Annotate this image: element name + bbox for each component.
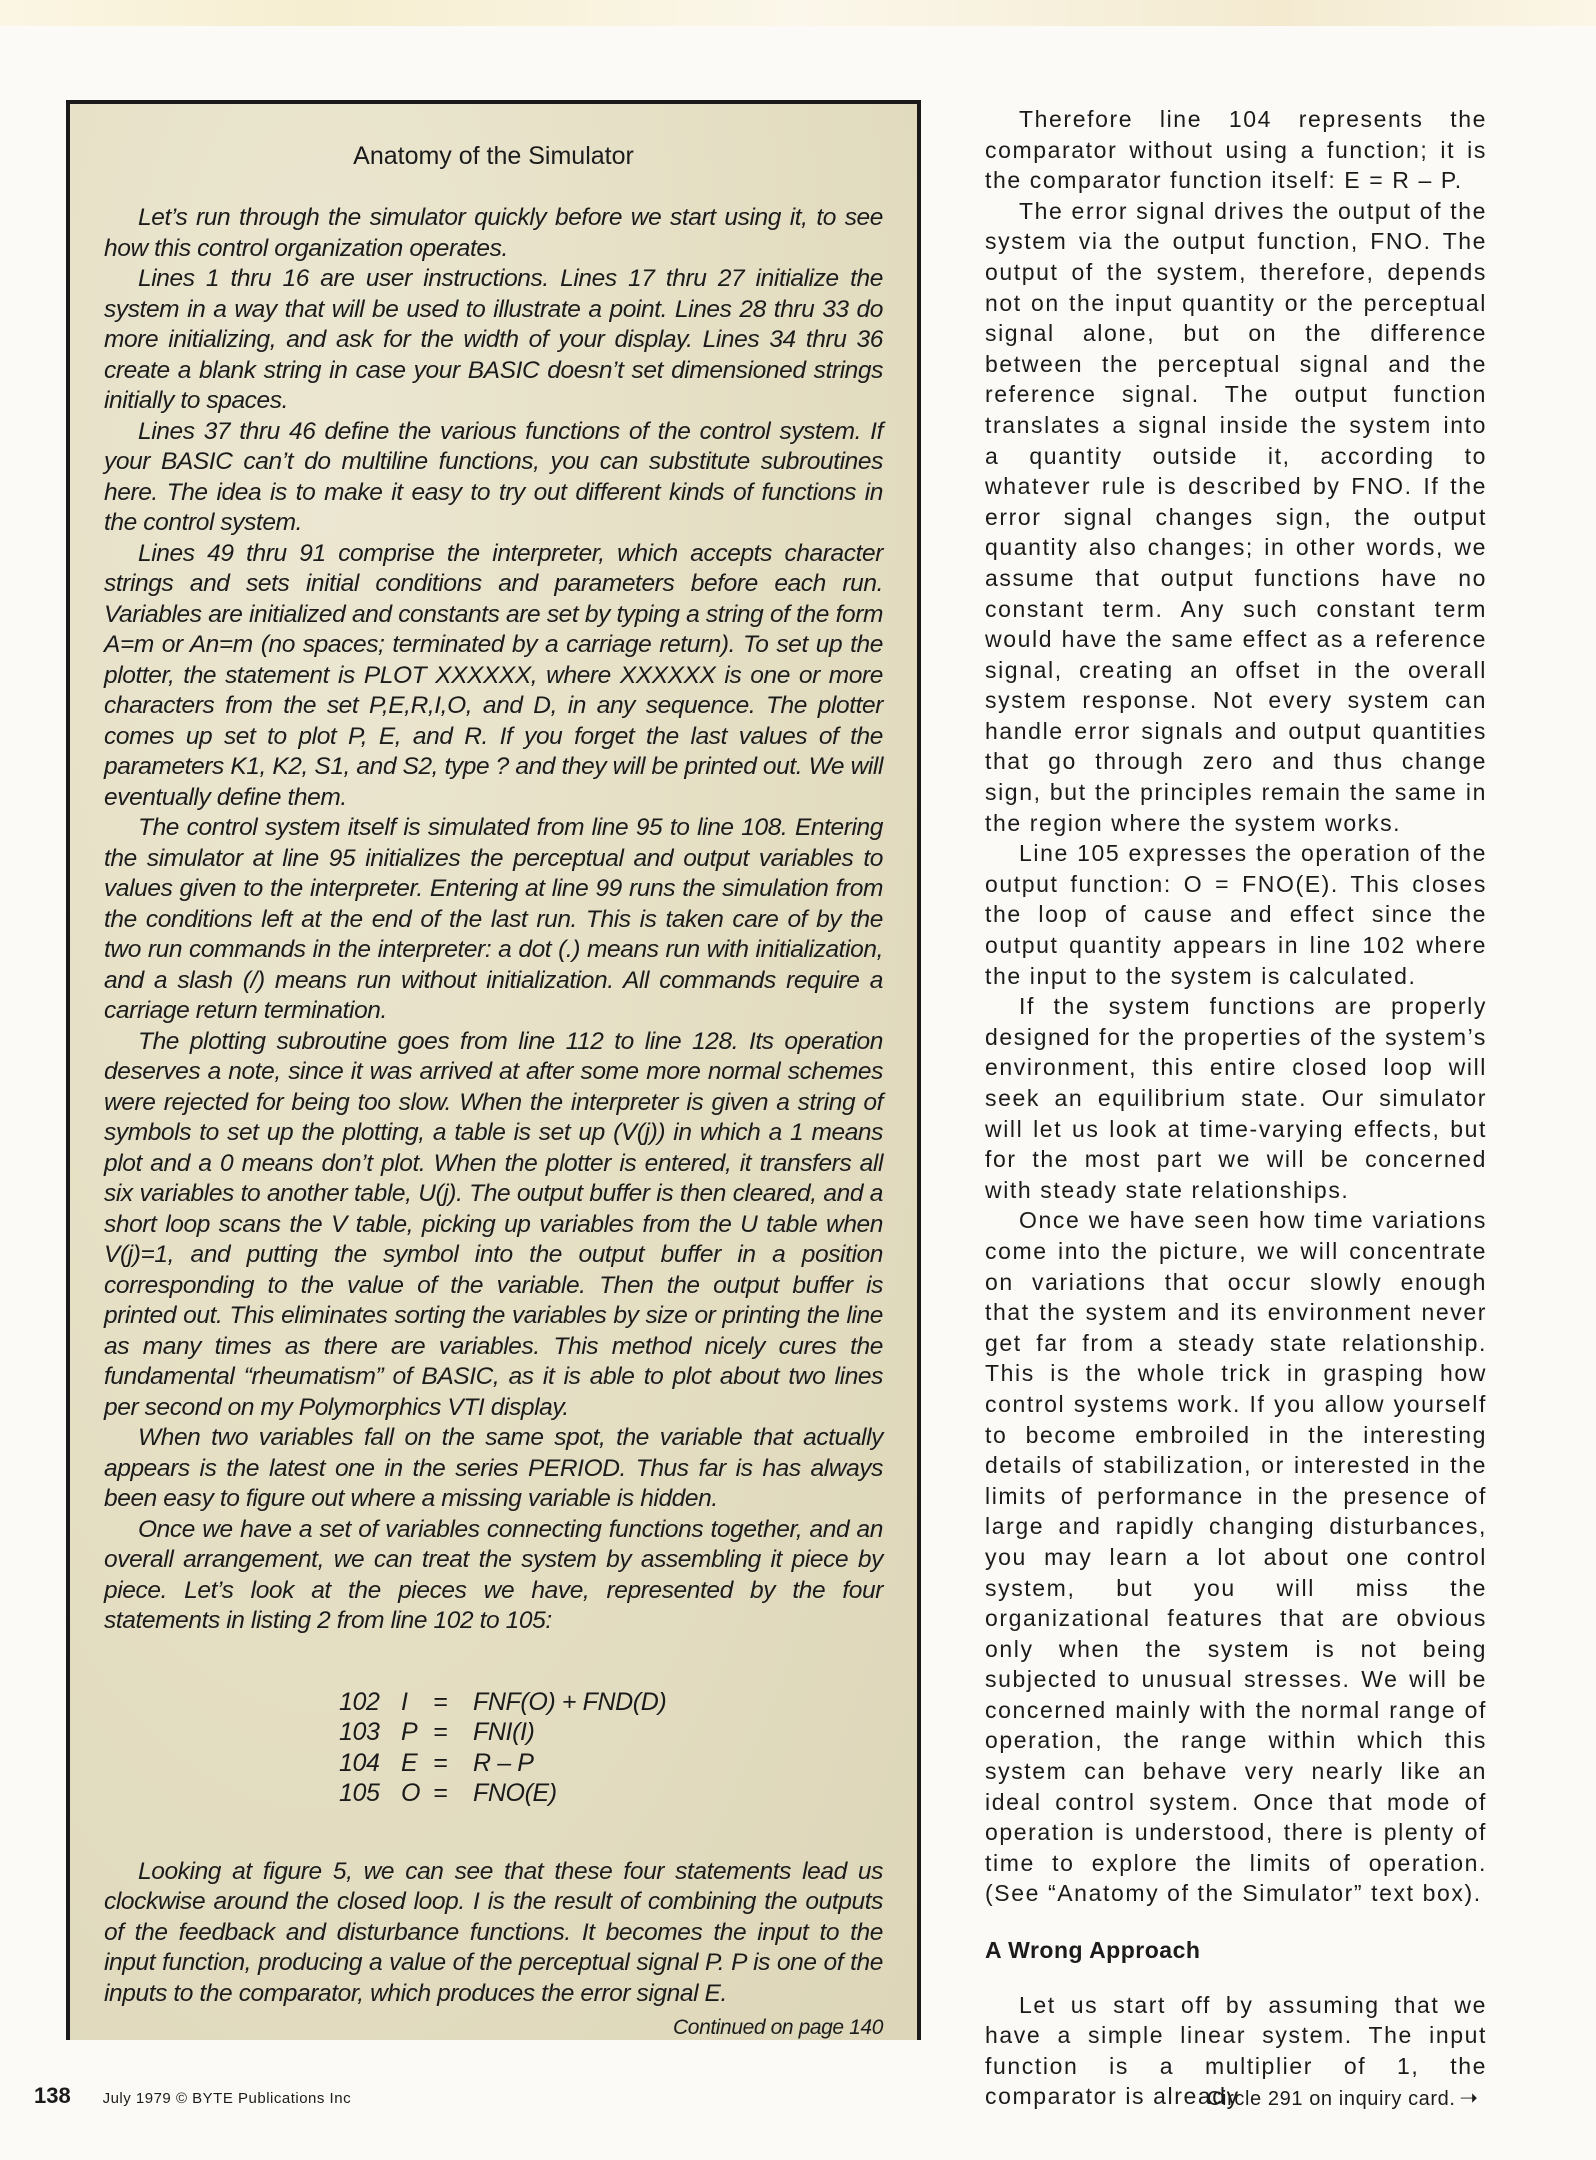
eq-variable: P: [401, 1718, 418, 1746]
continued-note: Continued on page 140: [673, 2016, 883, 2039]
equation-row: [339, 1778, 883, 1809]
eq-sign: =: [433, 1748, 448, 1777]
inquiry-text: Circle 291 on inquiry card.: [1207, 2088, 1456, 2110]
body-paragraph: Once we have seen how time variations come into the picture, we will concentrate on variations that occur slowly enough that the system and its environment never get far from a steady state relationship. This is the whole trick in grasping how control systems work. If you allow yourself to become embroiled in the interesting details of stabilization, or interested in the limits of performance in the presence of large and rapidly changing disturbances, you may learn a lot about one control system, but you will miss the organizational features that are obvious only when the system is not being subjected to unusual stresses. We will be concerned mainly with the normal range of operation, the range within which this system can behave very nearly like an ideal control system. Once that mode of operation is understood, there is plenty of time to explore the limits of operation. (See “Anatomy of the Simulator” text box).: [985, 1207, 1487, 1907]
body-paragraph: Let us start off by assuming that we have a simple linear system. The input function is a multiplier of 1, the comparator is already: [985, 1991, 1487, 2110]
body-paragraph: Therefore line 104 represents the comparator without using a function; it is the comparator function itself: E = R – P.: [985, 106, 1487, 194]
sidebar-paragraph: Once we have a set of variables connecting functions together, and an overall arrangement, we can treat the system by assembling it piece by piece. Let’s look at the pieces we have, represented by the four statements in listing 2 from line 102 to 105:: [104, 1515, 883, 1634]
eq-line-number: 103: [339, 1718, 380, 1746]
page-top-edge: [0, 0, 1596, 26]
equation-row: [339, 1717, 883, 1748]
eq-variable: O: [401, 1779, 421, 1807]
eq-sign: =: [433, 1718, 448, 1746]
equation-listing: [339, 1687, 883, 1809]
sidebar-paragraph: Let’s run through the simulator quickly before we start using it, to see how this control organization operates.: [104, 204, 883, 262]
sidebar-text-box: [66, 100, 921, 2040]
eq-line-number: 102: [339, 1687, 380, 1716]
equation-row: [339, 1748, 883, 1779]
eq-expression: R – P: [473, 1748, 534, 1777]
sidebar-paragraph: Looking at figure 5, we can see that these four statements lead us clockwise around the closed loop. I is the result of combining the outputs of the feedback and disturbance functions. It becomes the input to the input function, producing a value of the perceptual signal P. P is one of the inputs to the comparator, which produces the error signal E.: [104, 1857, 883, 2007]
sidebar-paragraph: Lines 1 thru 16 are user instructions. Lines 17 thru 27 initialize the system in a way that will be used to illustrate a point. Lines 28 thru 33 do more initializing, and ask for the width of your display. Lines 34 thru 36 create a blank string in case your BASIC doesn’t set dimensioned strings initially to spaces.: [104, 265, 883, 414]
page-number: 138: [34, 2083, 71, 2108]
body-paragraph: Line 105 expresses the operation of the output function: O = FNO(E). This closes the loop of cause and effect since the output quantity appears in line 102 where the input to the system is calculated.: [985, 840, 1487, 989]
sidebar-title: Anatomy of the Simulator: [353, 142, 634, 170]
eq-variable: E: [401, 1748, 418, 1777]
eq-line-number: 105: [339, 1779, 380, 1807]
arrow-right-icon: ➝: [1459, 2085, 1479, 2110]
sidebar-paragraph: The plotting subroutine goes from line 112 to line 128. Its operation deserves a note, since it was arrived at after some more normal schemes were rejected for being too slow. When the interpreter is given a string of symbols to set up the plotting, a table is set up (V(j)) in which a 1 means plot and a 0 means don’t plot. When the plotter is entered, it transfers all six variables to another table, U(j). The output buffer is then cleared, and a short loop scans the V table, picking up variables from the U table when V(j)=1, and putting the symbol into the output buffer in a position corresponding to the value of the variable. Then the output buffer is printed out. This eliminates sorting the variables by size or printing the line as many times as there are variables. This method nicely cures the fundamental “rheumatism” of BASIC, as it is able to plot about two lines per second on my Polymorphics VTI display.: [104, 1027, 883, 1421]
body-paragraph: The error signal drives the output of the system via the output function, FNO. The output of the system, therefore, depends not on the input quantity or the perceptual signal alone, but on the difference between the perceptual signal and the reference signal. The output function translates a signal inside the system into a quantity outside it, according to whatever rule is described by FNO. If the error signal changes sign, the output quantity also changes; in other words, we assume that output functions have no constant term. Any such constant term would have the same effect as a reference signal, creating an offset in the overall system response. Not every system can handle error signals and output quantities that go through zero and thus change sign, but the principles remain the same in the region where the system works.: [985, 197, 1487, 836]
eq-expression: FNI(I): [473, 1718, 535, 1746]
eq-expression: FNO(E): [473, 1779, 557, 1807]
inquiry-note: [1207, 2085, 1479, 2111]
eq-sign: =: [433, 1779, 448, 1807]
sidebar-paragraph: Lines 49 thru 91 comprise the interpreter, which accepts character strings and sets initial conditions and parameters before each run. Variables are initialized and constants are set by typing a string of the form A=m or An=m (no spaces; terminated by a carriage return). To set up the plotter, the statement is PLOT XXXXXX, where XXXXXX is one or more characters from the set P,E,R,I,O, and D, in any sequence. The plotter comes up set to plot P, E, and R. If you forget the last values of the parameters K1, K2, S1, and S2, type ? and they will be printed out. We will eventually define them.: [104, 539, 883, 811]
equation-row: [339, 1687, 883, 1718]
sidebar-paragraph: When two variables fall on the same spot, the variable that actually appears is the latest one in the series PERIOD. Thus far is has always been easy to figure out where a missing variable is hidden.: [104, 1424, 883, 1512]
eq-line-number: 104: [339, 1748, 380, 1777]
sidebar-body: [104, 203, 883, 2044]
section-heading: A Wrong Approach: [985, 1937, 1201, 1964]
eq-expression: FNF(O) + FND(D): [473, 1687, 667, 1716]
page-footer: [34, 2083, 351, 2109]
eq-sign: =: [433, 1687, 448, 1716]
sidebar-paragraph: The control system itself is simulated from line 95 to line 108. Entering the simulator at line 95 initializes the perceptual and output variables to values given to the interpreter. Entering at line 99 runs the simulation from the conditions left at the end of the last run. This is taken care of by the two run commands in the interpreter: a dot (.) means run with initialization, and a slash (/) means run without initialization. All commands require a carriage return termination.: [104, 814, 883, 1024]
sidebar-paragraph: Lines 37 thru 46 define the various functions of the control system. If your BASIC can’t do multiline functions, you can substitute subroutines here. The idea is to make it easy to try out different kinds of functions in the control system.: [104, 417, 883, 536]
copyright-line: July 1979 © BYTE Publications Inc: [102, 2090, 352, 2107]
eq-variable: I: [401, 1687, 408, 1716]
main-column: [985, 104, 1487, 2112]
body-paragraph: If the system functions are properly designed for the properties of the system’s environment, this entire closed loop will seek an equilibrium state. Our simulator will let us look at time-varying effects, but for the most part we will be concerned with steady state relationships.: [985, 993, 1487, 1203]
